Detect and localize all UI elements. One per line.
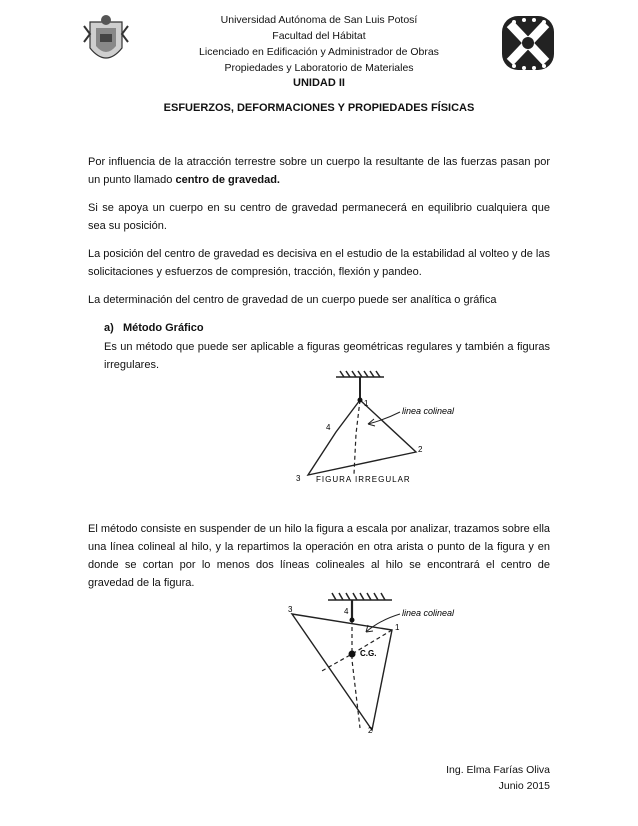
paragraph-1-bold: centro de gravedad. — [175, 174, 280, 186]
ceiling-hatch — [336, 371, 384, 377]
point-4-label-2: 4 — [344, 607, 349, 616]
university-crest-logo — [80, 14, 132, 70]
point-4-label: 4 — [326, 423, 331, 432]
footer-author: Ing. Elma Farías Oliva — [446, 764, 550, 776]
header-line-program: Licenciado en Edificación y Administrador de Obras — [199, 46, 439, 58]
header-line-university: Universidad Autónoma de San Luis Potosí — [220, 14, 418, 26]
ceiling-hatch-2 — [328, 593, 392, 600]
triangle-shape — [292, 614, 392, 730]
figure-label: FIGURA IRREGULAR — [316, 475, 411, 484]
colineal-line-diagonal — [320, 630, 392, 672]
header-block — [150, 12, 488, 76]
figure-irregular — [288, 368, 455, 490]
point-1-label: 1 — [364, 399, 369, 408]
paragraph-2: Si se apoya un cuerpo en su centro de gravedad permanecerá en equilibrio cualquiera que sea su posición. — [88, 202, 550, 232]
paragraph-1-text: Por influencia de la atracción terrestre sobre un cuerpo la resultante de las fuerzas pasan por un punto llamado — [88, 156, 550, 186]
point-3-label: 3 — [296, 474, 301, 483]
unit-title: UNIDAD II — [293, 77, 345, 89]
colineal-label-2: linea colineal — [402, 608, 455, 618]
colineal-label: linea colineal — [402, 406, 455, 416]
method-text: Es un método que puede ser aplicable a figuras geométricas regulares y también a figuras irregulares. — [104, 341, 550, 371]
header-line-faculty: Facultad del Hábitat — [272, 30, 366, 42]
cg-label: C.G. — [360, 649, 377, 658]
figure-triangle-cg — [280, 590, 480, 736]
irregular-shape — [308, 400, 416, 475]
colineal-line — [354, 400, 360, 474]
unit-subtitle: ESFUERZOS, DEFORMACIONES Y PROPIEDADES FÍSICAS — [163, 102, 475, 114]
paragraph-3: La posición del centro de gravedad es decisiva en el estudio de la estabilidad al volteo y de las solicitaciones y esfuerzos de compresión, tracción, flexión y pandeo. — [88, 248, 550, 278]
point-3-label-2: 3 — [288, 605, 293, 614]
faculty-logo — [500, 14, 556, 72]
point-1-label-2: 1 — [395, 623, 400, 632]
paragraph-4: La determinación del centro de gravedad de un cuerpo puede ser analítica o gráfica — [88, 294, 497, 306]
footer-block — [446, 762, 550, 794]
method-heading: a) Método Gráfico — [104, 322, 204, 334]
paragraph-5: El método consiste en suspender de un hilo la figura a escala por analizar, trazamos sobre ella una línea colineal al hilo, y la repartimos la operación en otra arista o punto de la figura y en donde se cortan por lo menos dos líneas colineales al hilo se encontrará el centro de gravedad de la figura. — [88, 523, 550, 589]
point-2-label: 2 — [418, 445, 423, 454]
header-line-course: Propiedades y Laboratorio de Materiales — [224, 62, 414, 74]
paragraph-1 — [88, 153, 550, 189]
footer-date: Junio 2015 — [498, 780, 550, 792]
center-of-gravity-point — [349, 651, 356, 658]
point-2-label-2: 2 — [368, 726, 373, 735]
